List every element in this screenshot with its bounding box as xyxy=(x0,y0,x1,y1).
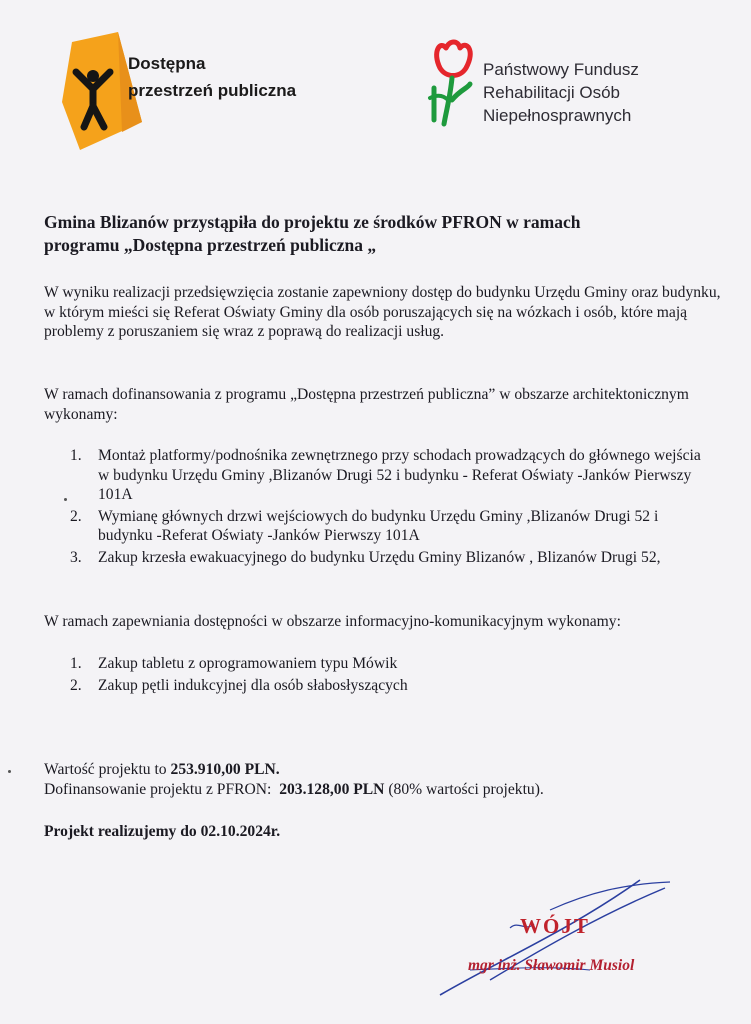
title-line2: programu „Dostępna przestrzeń publiczna „ xyxy=(44,235,377,255)
dpp-logo xyxy=(62,32,322,154)
pfron-logo xyxy=(426,38,726,138)
project-value-amount: 253.910,00 PLN. xyxy=(170,761,280,778)
dpp-logo-line2: przestrzeń publiczna xyxy=(128,81,297,100)
project-deadline: Projekt realizujemy do 02.10.2024r. xyxy=(44,823,281,840)
project-value-label: Wartość projektu to xyxy=(44,761,167,778)
tulip-icon xyxy=(426,38,476,128)
list-item-text: Zakup krzesła ewakuacyjnego do budynku Urzędu Gminy Blizanów , Blizanów Drugi 52, xyxy=(98,548,661,566)
cofinancing-amount: 203.128,00 PLN xyxy=(279,781,385,798)
project-value-row xyxy=(44,760,724,780)
speck xyxy=(8,770,11,773)
list-item-number: 2. xyxy=(70,507,82,525)
dpp-logo-text xyxy=(128,50,296,104)
paragraph-communication: W ramach zapewniania dostępności w obszarze informacyjno-komunikacyjnym wykonamy: xyxy=(44,613,621,630)
list-item-number: 1. xyxy=(70,655,82,672)
speck xyxy=(64,498,67,501)
list-item xyxy=(70,446,710,505)
list-item xyxy=(70,676,710,696)
list-item-text: Wymianę głównych drzwi wejściowych do budynku Urzędu Gminy ,Blizanów Drugi 52 i budynku -Referat Oświaty -Janków Pierwszy 101A xyxy=(98,507,659,545)
communication-list xyxy=(70,654,710,697)
cofinancing-note: (80% wartości projektu). xyxy=(388,781,544,798)
architectural-list xyxy=(70,446,710,570)
dpp-logo-line1: Dostępna xyxy=(128,54,206,73)
pfron-logo-line2: Rehabilitacji Osób xyxy=(483,83,621,102)
stamp-title: WÓJT xyxy=(520,914,590,938)
list-item-text: Montaż platformy/podnośnika zewnętrznego przy schodach prowadzących do głównego wejścia w budynku Urzędu Gminy ,Blizanów Drugi 52 i budynku - Referat Oświaty -Janków Pierwszy 101A xyxy=(98,447,701,504)
list-item xyxy=(70,548,710,568)
stamp-name: mgr inż. Sławomir Musiol xyxy=(468,957,635,974)
paragraph-architectural: W ramach dofinansowania z programu „Dostępna przestrzeń publiczna” w obszarze architektonicznym wykonamy: xyxy=(44,386,689,423)
list-item xyxy=(70,654,710,674)
handwritten-signature xyxy=(430,870,680,1010)
list-item-text: Zakup pętli indukcyjnej dla osób słabosłyszących xyxy=(98,676,408,694)
document-title xyxy=(44,211,724,257)
list-item xyxy=(70,507,710,546)
cofinancing-label: Dofinansowanie projektu z PFRON: xyxy=(44,781,272,798)
title-line1: Gmina Blizanów przystąpiła do projektu ze środków PFRON w ramach xyxy=(44,212,581,232)
pfron-logo-text xyxy=(483,58,639,127)
list-item-text: Zakup tabletu z oprogramowaniem typu Mówik xyxy=(98,655,398,672)
list-item-number: 1. xyxy=(70,447,82,464)
pfron-logo-line1: Państwowy Fundusz xyxy=(483,60,639,79)
paragraph-intro: W wyniku realizacji przedsięwzięcia zostanie zapewniony dostęp do budynku Urzędu Gminy oraz budynku, w którym mieści się Referat Oświaty Gminy dla osób poruszających się na wózkach i osób, które mają problemy z poruszaniem się wraz z poprawą do realizacji usług. xyxy=(44,284,721,341)
list-item-number: 3. xyxy=(70,548,82,566)
pfron-logo-line3: Niepełnosprawnych xyxy=(483,106,632,125)
cofinancing-row xyxy=(44,780,724,800)
project-costs xyxy=(44,760,724,800)
list-item-number: 2. xyxy=(70,676,82,694)
